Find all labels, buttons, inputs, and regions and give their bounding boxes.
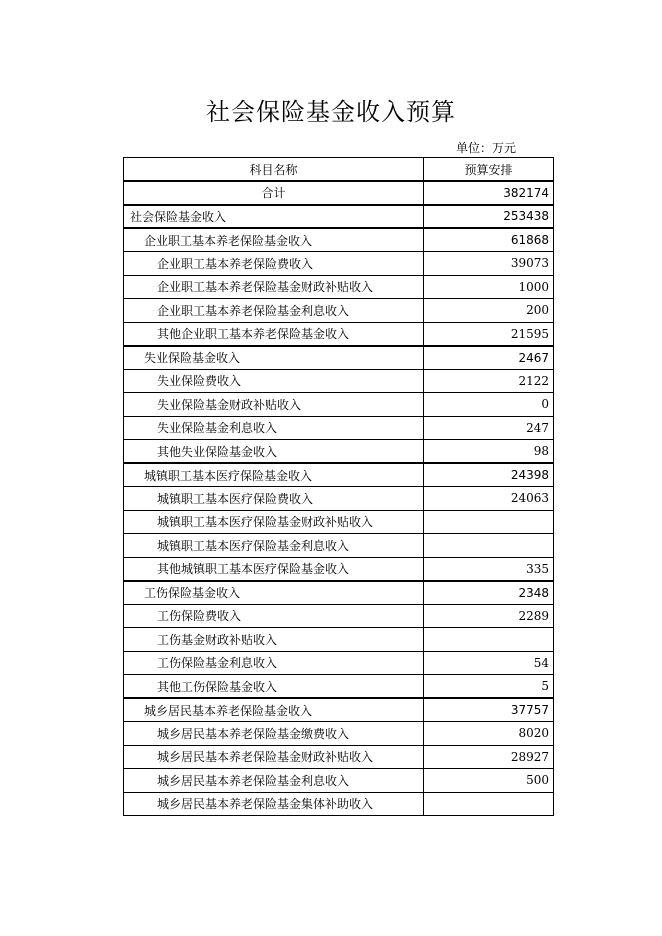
row-amount: 28927 bbox=[424, 745, 554, 769]
page-title: 社会保险基金收入预算 bbox=[206, 98, 456, 126]
row-name: 企业职工基本养老保险费收入 bbox=[124, 252, 424, 276]
table-row bbox=[124, 745, 554, 769]
row-name: 城乡居民基本养老保险基金集体补助收入 bbox=[124, 792, 424, 816]
row-amount: 2467 bbox=[424, 346, 554, 370]
row-amount bbox=[424, 534, 554, 558]
row-name: 社会保险基金收入 bbox=[124, 205, 424, 229]
row-name: 失业保险基金财政补贴收入 bbox=[124, 393, 424, 417]
table-row bbox=[124, 651, 554, 675]
table-row bbox=[124, 557, 554, 581]
table-row bbox=[124, 181, 554, 205]
row-amount: 5 bbox=[424, 675, 554, 699]
budget-table bbox=[123, 157, 554, 816]
table-row bbox=[124, 416, 554, 440]
header-amount: 预算安排 bbox=[424, 158, 554, 182]
row-name: 城镇职工基本医疗保险基金利息收入 bbox=[124, 534, 424, 558]
row-amount: 8020 bbox=[424, 722, 554, 746]
row-name: 失业保险基金利息收入 bbox=[124, 416, 424, 440]
row-name: 城镇职工基本医疗保险基金财政补贴收入 bbox=[124, 510, 424, 534]
row-name: 工伤基金财政补贴收入 bbox=[124, 628, 424, 652]
row-amount bbox=[424, 510, 554, 534]
table-row bbox=[124, 205, 554, 229]
header-name: 科目名称 bbox=[124, 158, 424, 182]
row-name: 城乡居民基本养老保险基金利息收入 bbox=[124, 769, 424, 793]
row-name: 其他企业职工基本养老保险基金收入 bbox=[124, 322, 424, 346]
row-amount: 2122 bbox=[424, 369, 554, 393]
row-amount: 2348 bbox=[424, 581, 554, 605]
row-amount: 2289 bbox=[424, 604, 554, 628]
table-row bbox=[124, 769, 554, 793]
row-amount: 247 bbox=[424, 416, 554, 440]
row-amount: 61868 bbox=[424, 228, 554, 252]
row-amount: 1000 bbox=[424, 275, 554, 299]
row-name: 企业职工基本养老保险基金收入 bbox=[124, 228, 424, 252]
row-amount: 0 bbox=[424, 393, 554, 417]
row-name: 工伤保险基金收入 bbox=[124, 581, 424, 605]
table-row bbox=[124, 463, 554, 487]
table-row bbox=[124, 581, 554, 605]
row-name: 失业保险基金收入 bbox=[124, 346, 424, 370]
table-row bbox=[124, 393, 554, 417]
table-row bbox=[124, 792, 554, 816]
row-name: 工伤保险费收入 bbox=[124, 604, 424, 628]
row-name: 企业职工基本养老保险基金利息收入 bbox=[124, 299, 424, 323]
row-amount bbox=[424, 792, 554, 816]
table-row bbox=[124, 228, 554, 252]
table-row bbox=[124, 252, 554, 276]
table-row bbox=[124, 487, 554, 511]
row-amount: 21595 bbox=[424, 322, 554, 346]
row-name: 失业保险费收入 bbox=[124, 369, 424, 393]
table-header-row bbox=[124, 158, 554, 182]
row-name: 企业职工基本养老保险基金财政补贴收入 bbox=[124, 275, 424, 299]
unit-label: 单位：万元 bbox=[456, 141, 517, 155]
table-row bbox=[124, 299, 554, 323]
row-amount: 500 bbox=[424, 769, 554, 793]
row-amount: 39073 bbox=[424, 252, 554, 276]
row-amount: 98 bbox=[424, 440, 554, 464]
row-name: 城镇职工基本医疗保险基金收入 bbox=[124, 463, 424, 487]
row-name: 城乡居民基本养老保险基金缴费收入 bbox=[124, 722, 424, 746]
table-row bbox=[124, 440, 554, 464]
table-row bbox=[124, 722, 554, 746]
table-row bbox=[124, 369, 554, 393]
row-name: 其他失业保险基金收入 bbox=[124, 440, 424, 464]
row-name: 其他城镇职工基本医疗保险基金收入 bbox=[124, 557, 424, 581]
table-row bbox=[124, 628, 554, 652]
table-row bbox=[124, 534, 554, 558]
row-amount: 253438 bbox=[424, 205, 554, 229]
table-row bbox=[124, 675, 554, 699]
row-amount: 382174 bbox=[424, 181, 554, 205]
row-amount bbox=[424, 628, 554, 652]
row-name: 城乡居民基本养老保险基金收入 bbox=[124, 698, 424, 722]
table-row bbox=[124, 698, 554, 722]
row-name: 合计 bbox=[124, 181, 424, 205]
table-row bbox=[124, 275, 554, 299]
row-amount: 24398 bbox=[424, 463, 554, 487]
row-amount: 24063 bbox=[424, 487, 554, 511]
row-name: 其他工伤保险基金收入 bbox=[124, 675, 424, 699]
table-row bbox=[124, 604, 554, 628]
table-body bbox=[124, 181, 554, 816]
row-amount: 335 bbox=[424, 557, 554, 581]
table-row bbox=[124, 346, 554, 370]
row-name: 工伤保险基金利息收入 bbox=[124, 651, 424, 675]
table-row bbox=[124, 322, 554, 346]
row-amount: 37757 bbox=[424, 698, 554, 722]
row-amount: 200 bbox=[424, 299, 554, 323]
row-name: 城乡居民基本养老保险基金财政补贴收入 bbox=[124, 745, 424, 769]
row-name: 城镇职工基本医疗保险费收入 bbox=[124, 487, 424, 511]
row-amount: 54 bbox=[424, 651, 554, 675]
table-row bbox=[124, 510, 554, 534]
